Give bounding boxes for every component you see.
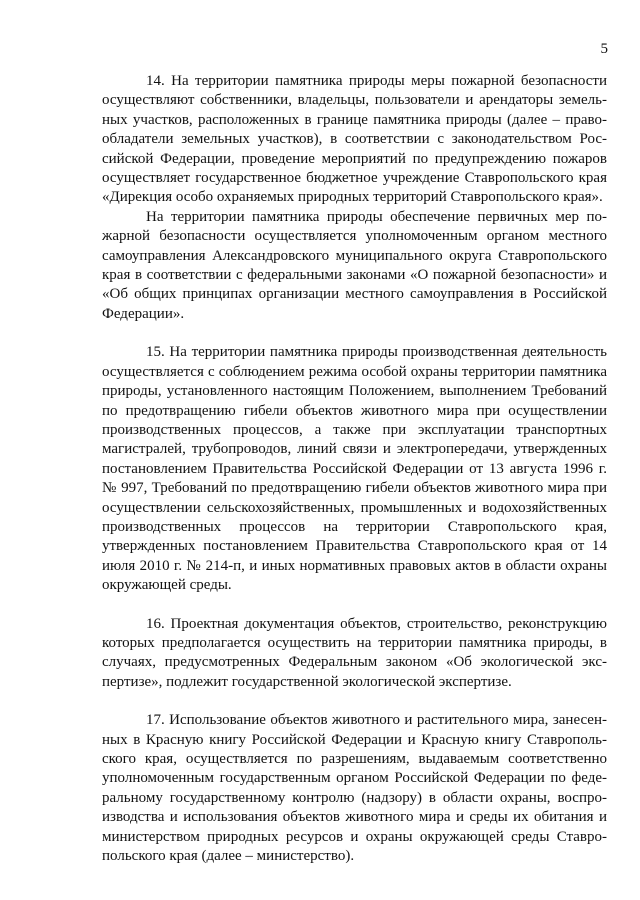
paragraph-16: 16. Проектная документация объектов, строительство, реконструкцию которых предполагается осуществить на территории памятника природы, в случаях, предусмотренных Федеральным законом «Об экологической экспертизе», подлежит государственной экологической экспертизе. xyxy=(102,615,607,690)
paragraph-15: 15. На территории памятника природы производственная деятельность осуществляется с соблюдением режима особой охраны территории памятника природы, установленного настоящим Положением, выполнением Требований по предотвращению гибели объектов животного мира при осуществлении производственных процессов, а также при эксплуатации транспортных магистралей, трубопроводов, линий связи и электропередачи, утвержденных постановлением Правительства Российской Федерации от 13 августа 1996 г. № 997, Требований по предотвращению гибели объектов животного мира при осуществлении сельскохозяйственных, промышленных и водохозяйственных производственных процессов на территории Ставропольского края, утвержденных постановлением Правительства Ставропольского края от 14 июля 2010 г. № 214-п, и иных нормативных правовых актов в области охраны окружающей среды. xyxy=(102,344,607,594)
page-number: 5 xyxy=(600,41,608,57)
paragraph-14: 14. На территории памятника природы меры пожарной безопасности осуществляют собственники, владельцы, пользователи и арендаторы земельных участков, расположенных в границе памятника природы (далее – правообладатели земельных участков), в соответствии с законодательством Российской Федерации, проведение мероприятий по предупреждению пожаров осуществляет государственное бюджетное учреждение Ставропольского края «Дирекция особо охраняемых природных территорий Ставропольского края». xyxy=(102,73,607,206)
document-body xyxy=(102,72,607,866)
paragraph-17: 17. Использование объектов животного и растительного мира, занесенных в Красную книгу Российской Федерации и Красную книгу Ставропольского края, осуществляется по разрешениям, выдаваемым соответственно уполномоченным государственным органом Российской Федерации по федеральному государственному контролю (надзору) в области охраны, воспроизводства и использования объектов животного мира и среды их обитания и министерством природных ресурсов и охраны окружающей среды Ставропольского края (далее – министерство). xyxy=(102,712,607,865)
paragraph-14-continuation: На территории памятника природы обеспечение первичных мер пожарной безопасности осуществляется уполномоченным органом местного самоуправления Александровского муниципального округа Ставропольского края в соответствии с федеральными законами «О пожарной безопасности» и «Об общих принципах организации местного самоуправления в Российской Федерации». xyxy=(102,208,607,322)
